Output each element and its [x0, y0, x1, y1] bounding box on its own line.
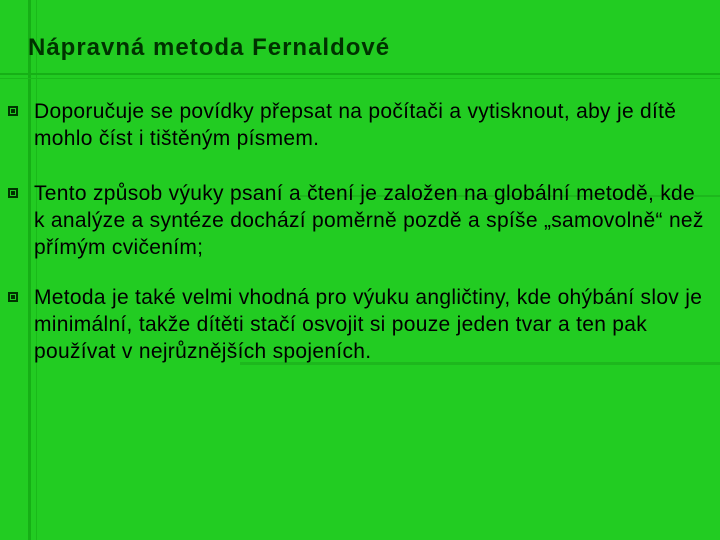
bullet-item	[8, 284, 708, 365]
bullet-text: Doporučuje se povídky přepsat na počítači a vytisknout, aby je dítě mohlo číst i tištěným písmem.	[34, 100, 677, 150]
bullet-text: Metoda je také velmi vhodná pro výuku angličtiny, kde ohýbání slov je minimální, takže dítěti stačí osvojit si pouze jeden tvar a ten pak používat v nejrůznějších spojeních.	[34, 286, 703, 363]
bullet-item	[8, 180, 708, 261]
square-bullet-icon	[8, 106, 18, 116]
square-bullet-icon	[8, 188, 18, 198]
decorative-stripe	[0, 78, 720, 79]
bullet-list	[8, 98, 708, 393]
bullet-item	[8, 98, 708, 152]
bullet-text: Tento způsob výuky psaní a čtení je založen na globální metodě, kde k analýze a syntéze dochází poměrně pozdě a spíše „samovolně“ než přímým cvičením;	[34, 182, 704, 259]
decorative-stripe	[0, 73, 720, 75]
square-bullet-icon	[8, 292, 18, 302]
slide-title: Nápravná metoda Fernaldové	[28, 34, 391, 61]
